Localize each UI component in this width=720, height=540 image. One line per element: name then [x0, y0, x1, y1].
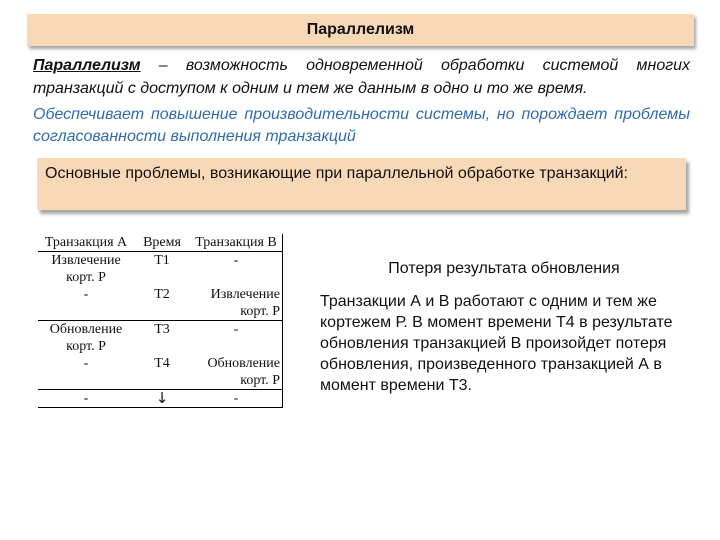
definition-term: Параллелизм	[33, 57, 141, 74]
table-row	[38, 355, 283, 390]
table-row	[38, 286, 283, 321]
cell-b: Обновление корт. Р	[190, 355, 283, 390]
page-title: Параллелизм	[27, 14, 694, 46]
cell-a: -	[83, 287, 89, 302]
cell-b: -	[190, 390, 283, 408]
cell-time: T4	[154, 356, 170, 371]
cell-a: Извлечение корт. Р	[38, 252, 134, 287]
schedule-table	[38, 234, 283, 408]
cell-time: T3	[134, 321, 190, 356]
definition-paragraph	[33, 54, 690, 100]
table-row	[38, 252, 283, 287]
cell-a: -	[83, 356, 89, 371]
cell-time: T1	[134, 252, 190, 287]
definition-text: – возможность одновременной обработки системой многих транзакций с доступом к одним и тем же данным в одно и то же время.	[33, 57, 690, 97]
cell-time: T2	[154, 287, 170, 302]
header-transaction-b: Транзакция В	[190, 234, 283, 252]
table-header-row	[38, 234, 283, 252]
loss-title: Потеря результата обновления	[388, 260, 620, 277]
problems-box: Основные проблемы, возникающие при параллельной обработке транзакций:	[37, 158, 686, 210]
cell-b: -	[190, 321, 283, 356]
loss-text: Транзакции А и В работают с одним и тем же кортежем Р. В момент времени Т4 в результате обновления транзакцией В произойдет потеря обновления, произведенного транзакцией А в момент времени Т3.	[320, 293, 673, 394]
header-time: Время	[143, 235, 181, 250]
cell-b: -	[190, 252, 283, 287]
table-row	[38, 321, 283, 356]
note-paragraph: Обеспечивает повышение производительности системы, но порождает проблемы согласованности выполнения транзакций	[33, 106, 690, 145]
cell-a: Обновление корт. Р	[38, 321, 134, 356]
header-transaction-a: Транзакция А	[44, 235, 128, 250]
time-down-arrow-icon: ↓	[134, 390, 190, 408]
table-row	[38, 390, 283, 408]
cell-a: -	[38, 390, 134, 408]
cell-b: Извлечение корт. Р	[190, 286, 283, 321]
